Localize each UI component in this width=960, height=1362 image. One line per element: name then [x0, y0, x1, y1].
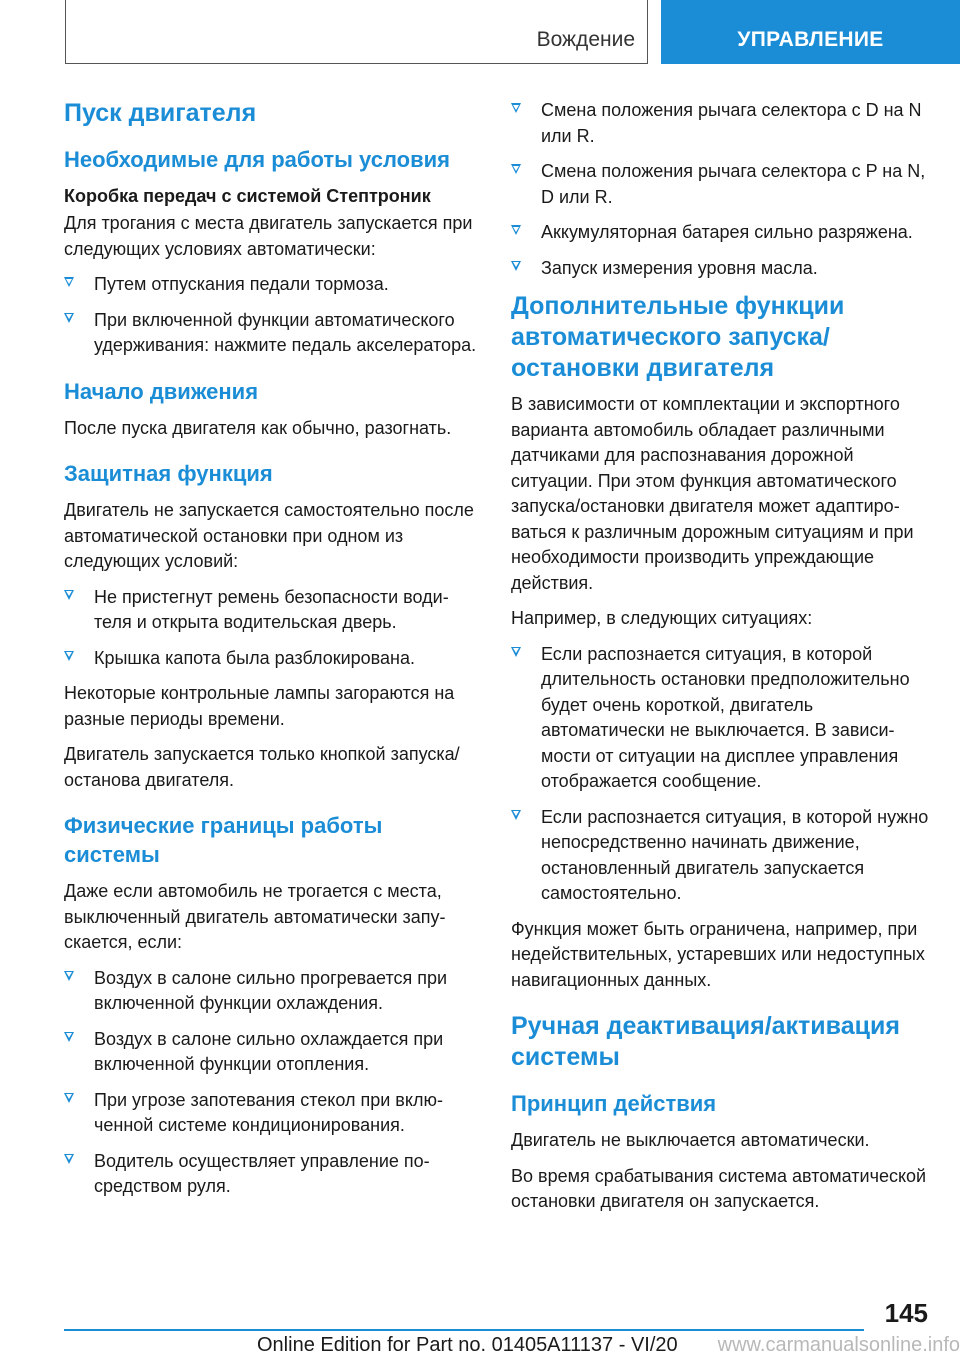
list-item: Воздух в салоне сильно охлаждается при включенной функции отопления.	[64, 1027, 480, 1078]
start-text: После пуска двигателя как обычно, разогнать.	[64, 417, 452, 438]
start-heading: Начало движения	[64, 378, 259, 404]
example-list	[511, 642, 931, 907]
limits-list	[64, 966, 480, 1200]
limits-text: Даже если автомобиль не трогается с места, выключенный двигатель автоматически запускается, если:	[64, 881, 446, 952]
list-item: При угрозе запотевания стекол при включенной системе кондиционирования.	[64, 1088, 480, 1139]
triangle-bullet-icon	[64, 1093, 74, 1103]
limited-text: Функция может быть ограничена, например, при недействительных, устаревших или недоступных навигационных данных.	[511, 918, 925, 990]
limits-list-continued	[511, 98, 931, 281]
gearbox-list	[64, 272, 480, 359]
list-item: Если распознается ситуация, в которой длительность остановки предположительно будет очень короткой, двигатель автоматически не выключается. В зависимости от ситуации на дисплее управления отображается сообщение.	[511, 642, 931, 795]
conditions-heading: Необходимые для работы условия	[64, 147, 450, 172]
footer	[0, 1334, 960, 1357]
list-item: Смена положения рычага селектора с P на N, D или R.	[511, 159, 931, 210]
gearbox-text: Для трогания с места двигатель запускается при следующих условиях автоматически:	[64, 213, 473, 259]
edition-text: Online Edition for Part no. 01405A11137 - VI/20	[257, 1334, 678, 1356]
list-item: Аккумуляторная батарея сильно разряжена.	[511, 220, 931, 246]
list-item: Путем отпускания педали тормоза.	[64, 272, 480, 298]
chapter-title: УПРАВЛЕНИЕ	[737, 28, 884, 51]
chapter-tab	[661, 0, 960, 64]
list-item: Если распознается ситуация, в которой нужно непосредственно начинать движение, остановленный двигатель запускается самостоятельно.	[511, 805, 931, 907]
footer-divider	[64, 1329, 864, 1331]
limits-heading: Физические границы работы системы	[64, 813, 383, 867]
list-item: Воздух в салоне сильно прогревается при включенной функции охлаждения.	[64, 966, 480, 1017]
triangle-bullet-icon	[511, 647, 521, 657]
watermark: www.carmanualsonline.info	[717, 1334, 960, 1356]
list-item: Крышка капота была разблокирована.	[64, 646, 480, 672]
list-item: При включенной функции автоматического удерживания: нажмите педаль акселератора.	[64, 308, 480, 359]
left-column	[64, 98, 480, 1210]
triangle-bullet-icon	[511, 103, 521, 113]
page-number: 145	[884, 1298, 928, 1328]
example-text: Например, в следующих ситуациях:	[511, 608, 813, 628]
triangle-bullet-icon	[64, 971, 74, 981]
triangle-bullet-icon	[64, 277, 74, 287]
page-title: Пуск двигателя	[64, 99, 257, 127]
triangle-bullet-icon	[64, 590, 74, 600]
principle-heading: Принцип действия	[511, 1091, 717, 1116]
section-title: Вождение	[536, 28, 635, 51]
button-start-text: Двигатель запускается только кнопкой запуска/останова двигателя.	[64, 744, 460, 790]
extra-functions-heading: Дополнительные функции автоматического запуска/ остановки двигателя	[511, 292, 845, 382]
lamps-text: Некоторые контрольные лампы загораются на разные периоды времени.	[64, 683, 455, 729]
manual-heading: Ручная деактивация/активация системы	[511, 1012, 900, 1071]
right-column	[511, 98, 931, 1225]
list-item: Запуск измерения уровня масла.	[511, 256, 931, 282]
triangle-bullet-icon	[511, 164, 521, 174]
principle-text-2: Во время срабатывания система автоматической остановки двигателя он запускается.	[511, 1165, 927, 1211]
list-item: Водитель осуществляет управление посредством руля.	[64, 1149, 480, 1200]
header-section-box	[65, 0, 648, 64]
triangle-bullet-icon	[64, 1154, 74, 1164]
protect-heading: Защитная функция	[64, 461, 273, 486]
triangle-bullet-icon	[64, 1032, 74, 1042]
gearbox-heading: Коробка передач с системой Стептроник	[64, 186, 431, 206]
protect-list	[64, 585, 480, 672]
triangle-bullet-icon	[511, 261, 521, 271]
list-item: Смена положения рычага селектора с D на N или R.	[511, 98, 931, 149]
triangle-bullet-icon	[64, 651, 74, 661]
principle-text-1: Двигатель не выключается автоматически.	[511, 1130, 870, 1150]
triangle-bullet-icon	[511, 810, 521, 820]
triangle-bullet-icon	[64, 313, 74, 323]
protect-text: Двигатель не запускается самостоятельно после автоматической остановки при одном из следующих условий:	[64, 500, 474, 571]
extra-functions-text: В зависимости от комплектации и экспортного варианта автомобиль обладает различными датчиками для распознавания дорожной ситуации. При этом функция автоматического запуска/остановки двигателя может адаптироваться к различным дорожным ситуациям и при необходимости производить упреждающие действия.	[511, 394, 914, 593]
triangle-bullet-icon	[511, 225, 521, 235]
list-item: Не пристегнут ремень безопасности водителя и открыта водительская дверь.	[64, 585, 480, 636]
